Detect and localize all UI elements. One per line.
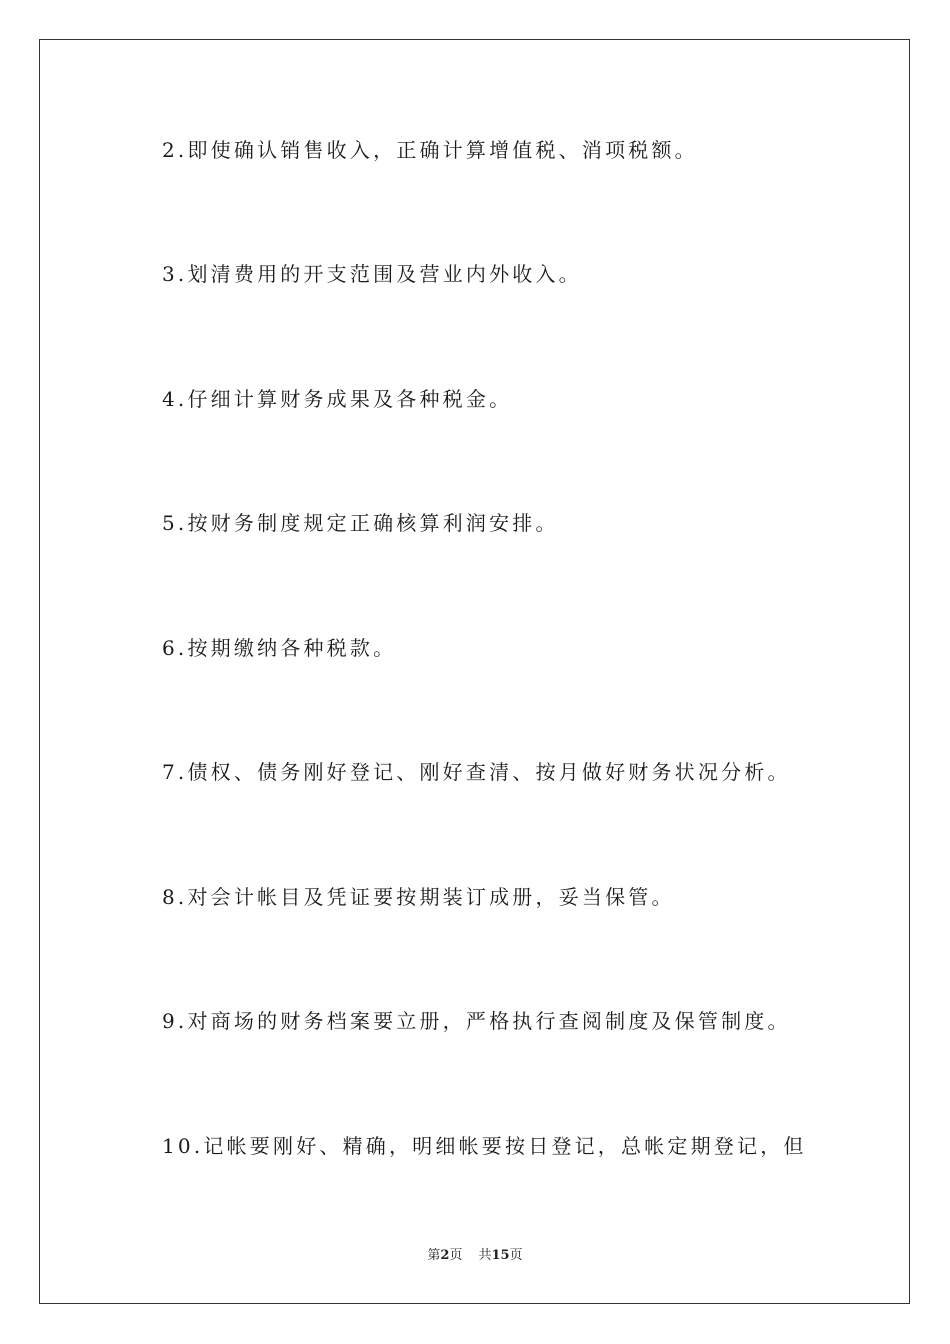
text-line: 5.按财务制度规定正确核算利润安排。: [162, 511, 559, 535]
text-line: 10.记帐要刚好、精确，明细帐要按日登记，总帐定期登记，但: [162, 1134, 807, 1158]
total-pages: 15: [491, 1248, 510, 1263]
text-line: 3.划清费用的开支范围及营业内外收入。: [162, 262, 582, 286]
text-line: 6.按期缴纳各种税款。: [162, 636, 397, 660]
text-line: 9.对商场的财务档案要立册，严格执行查阅制度及保管制度。: [162, 1009, 791, 1033]
text-line: 4.仔细计算财务成果及各种税金。: [162, 387, 513, 411]
page-suffix: 页: [449, 1248, 463, 1263]
page-border: [39, 39, 910, 1304]
text-line: 8.对会计帐目及凭证要按期装订成册，妥当保管。: [162, 885, 675, 909]
total-suffix: 页: [509, 1248, 523, 1263]
text-line: 2.即使确认销售收入，正确计算增值税、消项税额。: [162, 138, 698, 162]
total-prefix: 共: [478, 1248, 492, 1263]
text-line: 7.债权、债务刚好登记、刚好查清、按月做好财务状况分析。: [162, 760, 791, 784]
page-prefix: 第: [427, 1248, 441, 1263]
page-footer: [0, 1248, 950, 1264]
page-number: 2: [440, 1248, 450, 1263]
